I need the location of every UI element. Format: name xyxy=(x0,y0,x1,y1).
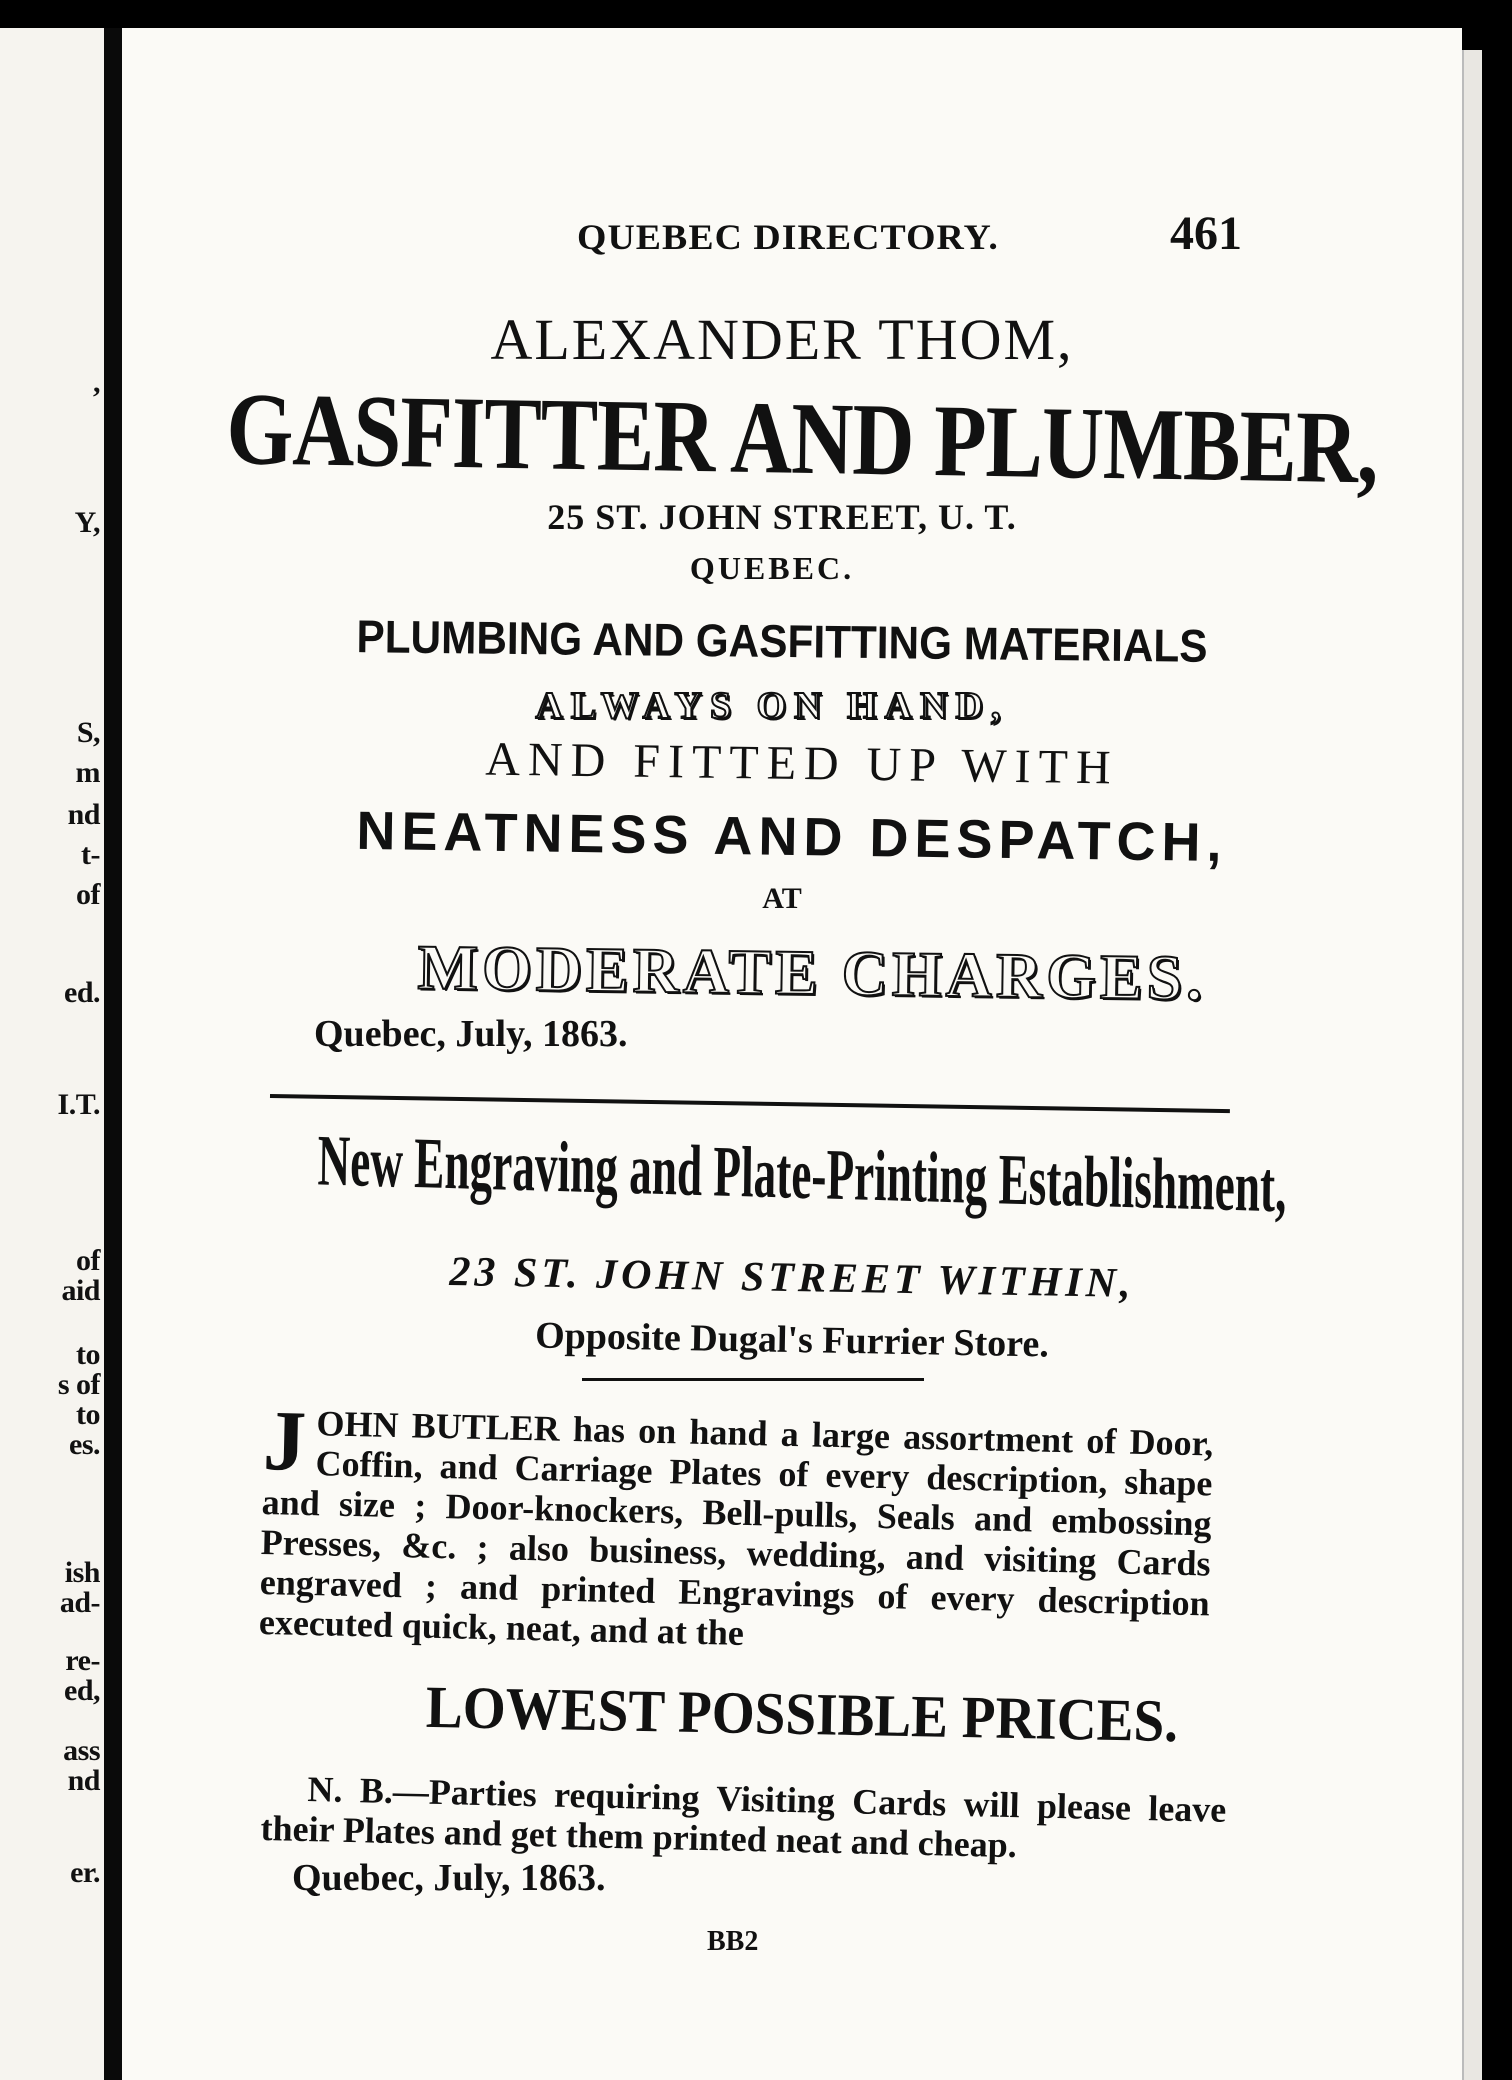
left-page-fragments xyxy=(0,28,104,2080)
ad2-address: 23 ST. JOHN STREET WITHIN, xyxy=(449,1249,1135,1307)
page-number: 461 xyxy=(1170,207,1242,260)
ad2-body-text: OHN BUTLER has on hand a large assortment of Door, Coffin, and Carriage Plates of every description, shape and size ; Door-knockers, Bell-pulls, Seals and embossing Presses, &c. ; also business, wedding, and visiting Cards engraved ; and printed Engravings of every description executed quick, neat, and at the xyxy=(258,1403,1214,1653)
ad2-short-rule xyxy=(582,1378,924,1381)
left-page-fragment: to xyxy=(76,1398,100,1431)
directory-page xyxy=(122,28,1462,2080)
signature-mark: BB2 xyxy=(707,1926,759,1957)
left-page-fragment: re- xyxy=(65,1644,100,1677)
left-page-fragment: aid xyxy=(61,1274,100,1307)
left-page-fragment: ed. xyxy=(64,976,100,1009)
left-page-fragment: of xyxy=(76,878,100,911)
ad1-materials: PLUMBING AND GASFITTING MATERIALS xyxy=(356,610,1208,672)
book-gutter xyxy=(104,28,122,2080)
left-page-fragment: ass xyxy=(63,1734,100,1767)
right-page-edge xyxy=(1462,50,1482,2080)
left-page-edge xyxy=(0,28,104,2080)
left-page-fragment: s of xyxy=(57,1368,100,1401)
running-head: QUEBEC DIRECTORY. xyxy=(577,217,999,257)
ad1-trade: GASFITTER AND PLUMBER, xyxy=(225,370,1379,506)
ad1-date: Quebec, July, 1863. xyxy=(314,1013,628,1055)
left-page-fragment: , xyxy=(93,366,100,399)
left-page-fragment: t- xyxy=(81,838,100,871)
left-page-fragment: ed, xyxy=(64,1674,100,1707)
ad1-at: AT xyxy=(762,882,802,915)
ad1-neatness: NEATNESS AND DESPATCH, xyxy=(356,800,1228,874)
ad2-date: Quebec, July, 1863. xyxy=(292,1857,606,1899)
ad2-dropcap: J xyxy=(262,1392,308,1489)
left-page-fragment: m xyxy=(75,756,100,789)
left-page-fragment: of xyxy=(76,1244,100,1277)
left-page-fragment: ad- xyxy=(59,1586,100,1619)
ad2-opposite: Opposite Dugal's Furrier Store. xyxy=(534,1314,1050,1366)
left-page-fragment: nd xyxy=(67,1764,100,1797)
left-page-fragment: I.T. xyxy=(57,1088,100,1121)
left-page-fragment: es. xyxy=(69,1428,100,1461)
ad-divider xyxy=(270,1094,1230,1113)
ad2-title: New Engraving and Plate-Printing Establishment, xyxy=(317,1119,1287,1228)
left-page-fragment: ish xyxy=(64,1556,100,1589)
ad1-address: 25 ST. JOHN STREET, U. T. xyxy=(547,497,1017,537)
ad1-name: ALEXANDER THOM, xyxy=(490,307,1074,372)
left-page-fragment: nd xyxy=(67,798,100,831)
left-page-fragment: er. xyxy=(70,1856,100,1889)
ad1-charges: MODERATE CHARGES. xyxy=(417,931,1207,1014)
ad1-always-on-hand: ALWAYS ON HAND, xyxy=(535,685,1009,727)
ad1-fitted-up: AND FITTED UP WITH xyxy=(485,732,1119,795)
ad2-prices: LOWEST POSSIBLE PRICES. xyxy=(425,1673,1179,1755)
ad1-city: QUEBEC. xyxy=(689,550,855,586)
ad2-body xyxy=(258,1392,1214,1663)
ad2-nb: N. B.—Parties requiring Visiting Cards will please leave their Plates and get them printed neat and cheap. xyxy=(260,1769,1227,1866)
left-page-fragment: S, xyxy=(76,716,100,749)
left-page-fragment: Y, xyxy=(74,506,100,539)
left-page-fragment: to xyxy=(76,1338,100,1371)
